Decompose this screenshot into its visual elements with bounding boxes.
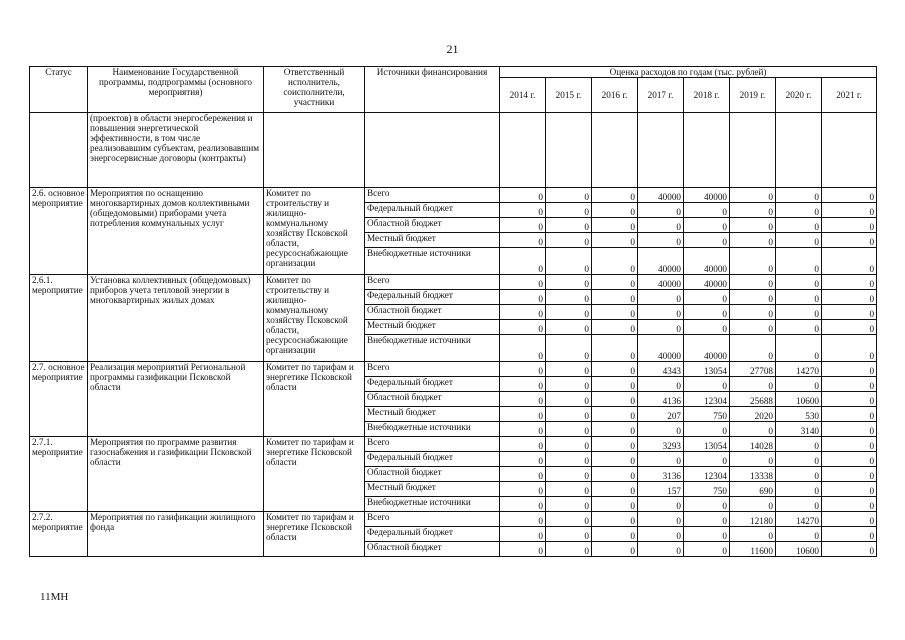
row-value: 12304 — [684, 392, 730, 407]
row-value: 750 — [684, 407, 730, 422]
row-value: 0 — [730, 335, 776, 362]
row-value: 0 — [592, 452, 638, 467]
row-source: Внебюджетные источники — [365, 497, 500, 512]
row-value: 0 — [500, 497, 546, 512]
row-value: 0 — [638, 377, 684, 392]
row-value: 0 — [592, 527, 638, 542]
table-header — [30, 67, 877, 113]
row-value: 12180 — [730, 512, 776, 527]
row-value: 40000 — [638, 275, 684, 290]
row-source: Всего — [365, 437, 500, 452]
row-value: 0 — [500, 392, 546, 407]
continuation-row — [30, 113, 877, 188]
row-value: 0 — [500, 527, 546, 542]
row-value: 0 — [684, 527, 730, 542]
row-value: 0 — [822, 188, 877, 203]
row-value: 0 — [592, 305, 638, 320]
row-value: 0 — [730, 248, 776, 275]
row-program-name: Мероприятия по оснащению многоквартирных домов коллективными (общедомовыми) приборами учета потребления коммунальных услуг — [88, 188, 264, 275]
row-value: 0 — [546, 203, 592, 218]
table-row — [30, 362, 877, 377]
row-value: 0 — [546, 512, 592, 527]
row-value: 0 — [546, 422, 592, 437]
row-source: Областной бюджет — [365, 392, 500, 407]
row-value: 0 — [500, 275, 546, 290]
row-value: 14028 — [730, 437, 776, 452]
row-value: 0 — [500, 290, 546, 305]
row-value: 690 — [730, 482, 776, 497]
row-value: 0 — [776, 320, 822, 335]
row-value: 0 — [730, 275, 776, 290]
row-value: 0 — [730, 188, 776, 203]
row-source: Областной бюджет — [365, 218, 500, 233]
header-status: Статус — [30, 67, 88, 113]
row-value: 4136 — [638, 392, 684, 407]
row-value: 0 — [500, 422, 546, 437]
row-value: 0 — [822, 542, 877, 557]
row-source: Всего — [365, 188, 500, 203]
row-source: Федеральный бюджет — [365, 290, 500, 305]
row-value: 0 — [822, 203, 877, 218]
row-value: 0 — [684, 452, 730, 467]
row-value: 0 — [592, 203, 638, 218]
row-value: 0 — [822, 248, 877, 275]
row-value: 157 — [638, 482, 684, 497]
row-source: Всего — [365, 275, 500, 290]
row-value: 0 — [546, 437, 592, 452]
row-value: 207 — [638, 407, 684, 422]
row-source: Внебюджетные источники — [365, 335, 500, 362]
row-value: 0 — [730, 422, 776, 437]
row-executor: Комитет по тарифам и энергетике Псковской области — [264, 362, 365, 437]
row-source: Местный бюджет — [365, 320, 500, 335]
row-value: 0 — [684, 497, 730, 512]
row-value: 0 — [822, 305, 877, 320]
row-value: 0 — [592, 377, 638, 392]
row-value: 750 — [684, 482, 730, 497]
row-value: 40000 — [684, 275, 730, 290]
header-year: 2016 г. — [592, 78, 638, 113]
row-source: Внебюджетные источники — [365, 422, 500, 437]
row-value: 0 — [546, 248, 592, 275]
row-value: 0 — [776, 248, 822, 275]
row-program-name: Мероприятия по программе развития газоснабжения и газификации Псковской области — [88, 437, 264, 512]
row-value: 0 — [822, 407, 877, 422]
row-source: Местный бюджет — [365, 407, 500, 422]
row-value: 10600 — [776, 392, 822, 407]
footer-code: 11МН — [40, 591, 69, 603]
row-value: 0 — [822, 497, 877, 512]
table-row — [30, 437, 877, 452]
row-source: Всего — [365, 512, 500, 527]
row-value: 0 — [776, 203, 822, 218]
row-value: 0 — [730, 218, 776, 233]
header-year: 2015 г. — [546, 78, 592, 113]
table-body — [30, 113, 877, 557]
row-value: 0 — [592, 422, 638, 437]
row-value: 0 — [684, 320, 730, 335]
row-value: 0 — [684, 218, 730, 233]
header-year: 2021 г. — [822, 78, 877, 113]
row-value: 530 — [776, 407, 822, 422]
row-source: Областной бюджет — [365, 542, 500, 557]
row-value: 0 — [546, 218, 592, 233]
row-value: 40000 — [684, 188, 730, 203]
row-value: 0 — [500, 377, 546, 392]
table-row — [30, 188, 877, 203]
row-value: 10600 — [776, 542, 822, 557]
row-executor: Комитет по тарифам и энергетике Псковской области — [264, 512, 365, 557]
row-value: 0 — [638, 233, 684, 248]
row-value: 0 — [592, 335, 638, 362]
row-value: 0 — [638, 527, 684, 542]
row-value: 0 — [546, 335, 592, 362]
row-source: Областной бюджет — [365, 305, 500, 320]
row-value: 0 — [684, 203, 730, 218]
row-value: 0 — [592, 542, 638, 557]
header-estimate: Оценка расходов по годам (тыс. рублей) — [500, 67, 877, 78]
continuation-text: (проектов) в области энергосбережения и повышения энергетической эффективности, в том числе реализовавшим субъектам, реализовавшим энергосервисные договоры (контракты) — [88, 113, 264, 188]
row-source: Федеральный бюджет — [365, 527, 500, 542]
row-value: 0 — [500, 320, 546, 335]
row-value: 0 — [822, 335, 877, 362]
row-value: 0 — [730, 233, 776, 248]
row-value: 25688 — [730, 392, 776, 407]
row-value: 0 — [730, 377, 776, 392]
row-value: 0 — [730, 203, 776, 218]
row-executor: Комитет по строительству и жилищно-коммунальному хозяйству Псковской области, ресурсоснабжающие организации — [264, 275, 365, 362]
table-row — [30, 512, 877, 527]
header-program: Наименование Государственной программы, подпрограммы (основного мероприятия) — [88, 67, 264, 113]
row-value: 0 — [822, 233, 877, 248]
row-program-name: Мероприятия по газификации жилищного фонда — [88, 512, 264, 557]
row-value: 0 — [730, 320, 776, 335]
row-value: 0 — [822, 452, 877, 467]
row-program-name: Реализация мероприятий Региональной программы газификации Псковской области — [88, 362, 264, 437]
page-number: 21 — [446, 42, 459, 56]
row-value: 14270 — [776, 362, 822, 377]
row-value: 0 — [638, 203, 684, 218]
row-executor: Комитет по тарифам и энергетике Псковской области — [264, 437, 365, 512]
row-source: Местный бюджет — [365, 233, 500, 248]
row-value: 13338 — [730, 467, 776, 482]
row-value: 0 — [500, 233, 546, 248]
row-value: 0 — [638, 422, 684, 437]
row-value: 0 — [500, 467, 546, 482]
row-value: 0 — [592, 497, 638, 512]
row-value: 0 — [776, 497, 822, 512]
row-value: 0 — [500, 452, 546, 467]
row-source: Всего — [365, 362, 500, 377]
header-year: 2019 г. — [730, 78, 776, 113]
row-value: 2020 — [730, 407, 776, 422]
row-value: 0 — [592, 512, 638, 527]
row-value: 0 — [546, 320, 592, 335]
row-value: 0 — [592, 233, 638, 248]
row-value: 3136 — [638, 467, 684, 482]
row-value: 0 — [638, 320, 684, 335]
row-value: 0 — [500, 407, 546, 422]
row-value: 0 — [776, 335, 822, 362]
row-value: 0 — [592, 482, 638, 497]
row-value: 40000 — [684, 248, 730, 275]
row-value: 0 — [822, 512, 877, 527]
header-year: 2018 г. — [684, 78, 730, 113]
row-executor: Комитет по строительству и жилищно-коммунальному хозяйству Псковской области, ресурсоснабжающие организации — [264, 188, 365, 275]
row-value: 0 — [684, 542, 730, 557]
row-value: 0 — [592, 188, 638, 203]
row-value: 0 — [822, 377, 877, 392]
row-value: 0 — [592, 467, 638, 482]
row-value: 0 — [546, 527, 592, 542]
row-value: 0 — [546, 482, 592, 497]
row-value: 14270 — [776, 512, 822, 527]
row-value: 0 — [822, 527, 877, 542]
row-value: 0 — [776, 527, 822, 542]
row-value: 0 — [546, 392, 592, 407]
row-value: 0 — [822, 482, 877, 497]
row-value: 0 — [500, 362, 546, 377]
row-status: 2.7.2. мероприятие — [30, 512, 88, 557]
row-value: 0 — [822, 218, 877, 233]
row-value: 0 — [500, 335, 546, 362]
row-value: 0 — [546, 377, 592, 392]
row-value: 0 — [500, 305, 546, 320]
row-value: 13054 — [684, 362, 730, 377]
row-value: 0 — [822, 320, 877, 335]
row-value: 0 — [776, 188, 822, 203]
row-value: 0 — [776, 218, 822, 233]
row-value: 0 — [546, 467, 592, 482]
row-value: 0 — [776, 275, 822, 290]
row-value: 0 — [684, 233, 730, 248]
row-value: 12304 — [684, 467, 730, 482]
row-value: 0 — [684, 305, 730, 320]
row-source: Областной бюджет — [365, 467, 500, 482]
row-value: 0 — [822, 392, 877, 407]
row-value: 0 — [730, 305, 776, 320]
row-value: 0 — [546, 233, 592, 248]
row-value: 0 — [822, 362, 877, 377]
row-value: 0 — [776, 482, 822, 497]
row-value: 0 — [500, 482, 546, 497]
row-value: 0 — [638, 497, 684, 512]
header-executor: Ответственный исполнитель, соисполнители, участники — [264, 67, 365, 113]
row-value: 0 — [776, 452, 822, 467]
row-value: 0 — [592, 362, 638, 377]
row-value: 0 — [822, 290, 877, 305]
row-value: 0 — [546, 305, 592, 320]
row-value: 0 — [500, 203, 546, 218]
row-value: 0 — [730, 452, 776, 467]
row-value: 3140 — [776, 422, 822, 437]
row-value: 4343 — [638, 362, 684, 377]
row-value: 0 — [776, 467, 822, 482]
row-value: 0 — [546, 497, 592, 512]
row-value: 0 — [592, 275, 638, 290]
table-row — [30, 275, 877, 290]
row-value: 40000 — [638, 248, 684, 275]
row-value: 0 — [638, 542, 684, 557]
row-value: 0 — [822, 275, 877, 290]
row-value: 0 — [546, 290, 592, 305]
row-value: 11600 — [730, 542, 776, 557]
row-value: 0 — [500, 437, 546, 452]
row-value: 0 — [546, 275, 592, 290]
row-value: 0 — [592, 218, 638, 233]
row-source: Федеральный бюджет — [365, 377, 500, 392]
row-value: 27708 — [730, 362, 776, 377]
row-status: 2.7. основное мероприятие — [30, 362, 88, 437]
row-source: Федеральный бюджет — [365, 452, 500, 467]
row-status: 2.6. основное мероприятие — [30, 188, 88, 275]
header-year: 2014 г. — [500, 78, 546, 113]
row-source: Федеральный бюджет — [365, 203, 500, 218]
row-value: 0 — [730, 290, 776, 305]
row-value: 0 — [638, 290, 684, 305]
row-value: 0 — [546, 452, 592, 467]
row-value: 0 — [500, 512, 546, 527]
row-status: 2.7.1. мероприятие — [30, 437, 88, 512]
row-value: 0 — [822, 467, 877, 482]
row-value: 0 — [546, 362, 592, 377]
row-value: 0 — [592, 407, 638, 422]
row-value: 0 — [546, 407, 592, 422]
row-value: 0 — [592, 320, 638, 335]
row-value: 0 — [500, 218, 546, 233]
row-program-name: Установка коллективных (общедомовых) приборов учета тепловой энергии в многоквартирных жилых домах — [88, 275, 264, 362]
row-value: 0 — [592, 392, 638, 407]
budget-table — [29, 66, 877, 557]
row-value: 0 — [592, 248, 638, 275]
row-value: 13054 — [684, 437, 730, 452]
row-value: 0 — [592, 437, 638, 452]
row-value: 0 — [638, 218, 684, 233]
row-value: 0 — [776, 305, 822, 320]
row-value: 0 — [638, 452, 684, 467]
row-value: 0 — [776, 290, 822, 305]
row-value: 0 — [776, 233, 822, 248]
row-value: 0 — [684, 422, 730, 437]
row-value: 0 — [822, 437, 877, 452]
row-source: Местный бюджет — [365, 482, 500, 497]
row-value: 40000 — [638, 335, 684, 362]
row-value: 0 — [638, 512, 684, 527]
row-value: 0 — [500, 542, 546, 557]
row-status: 2.6.1. мероприятие — [30, 275, 88, 362]
row-value: 0 — [730, 497, 776, 512]
row-value: 0 — [684, 377, 730, 392]
row-value: 0 — [684, 512, 730, 527]
row-value: 0 — [822, 422, 877, 437]
header-year: 2017 г. — [638, 78, 684, 113]
row-value: 0 — [730, 527, 776, 542]
header-year: 2020 г. — [776, 78, 822, 113]
row-value: 3293 — [638, 437, 684, 452]
row-value: 0 — [546, 188, 592, 203]
row-value: 0 — [592, 290, 638, 305]
row-value: 0 — [500, 188, 546, 203]
header-sources: Источники финансирования — [365, 67, 500, 113]
row-value: 0 — [684, 290, 730, 305]
row-source: Внебюджетные источники — [365, 248, 500, 275]
row-value: 40000 — [638, 188, 684, 203]
row-value: 0 — [546, 542, 592, 557]
row-value: 0 — [638, 305, 684, 320]
row-value: 0 — [776, 437, 822, 452]
row-value: 0 — [776, 377, 822, 392]
row-value: 0 — [500, 248, 546, 275]
row-value: 40000 — [684, 335, 730, 362]
